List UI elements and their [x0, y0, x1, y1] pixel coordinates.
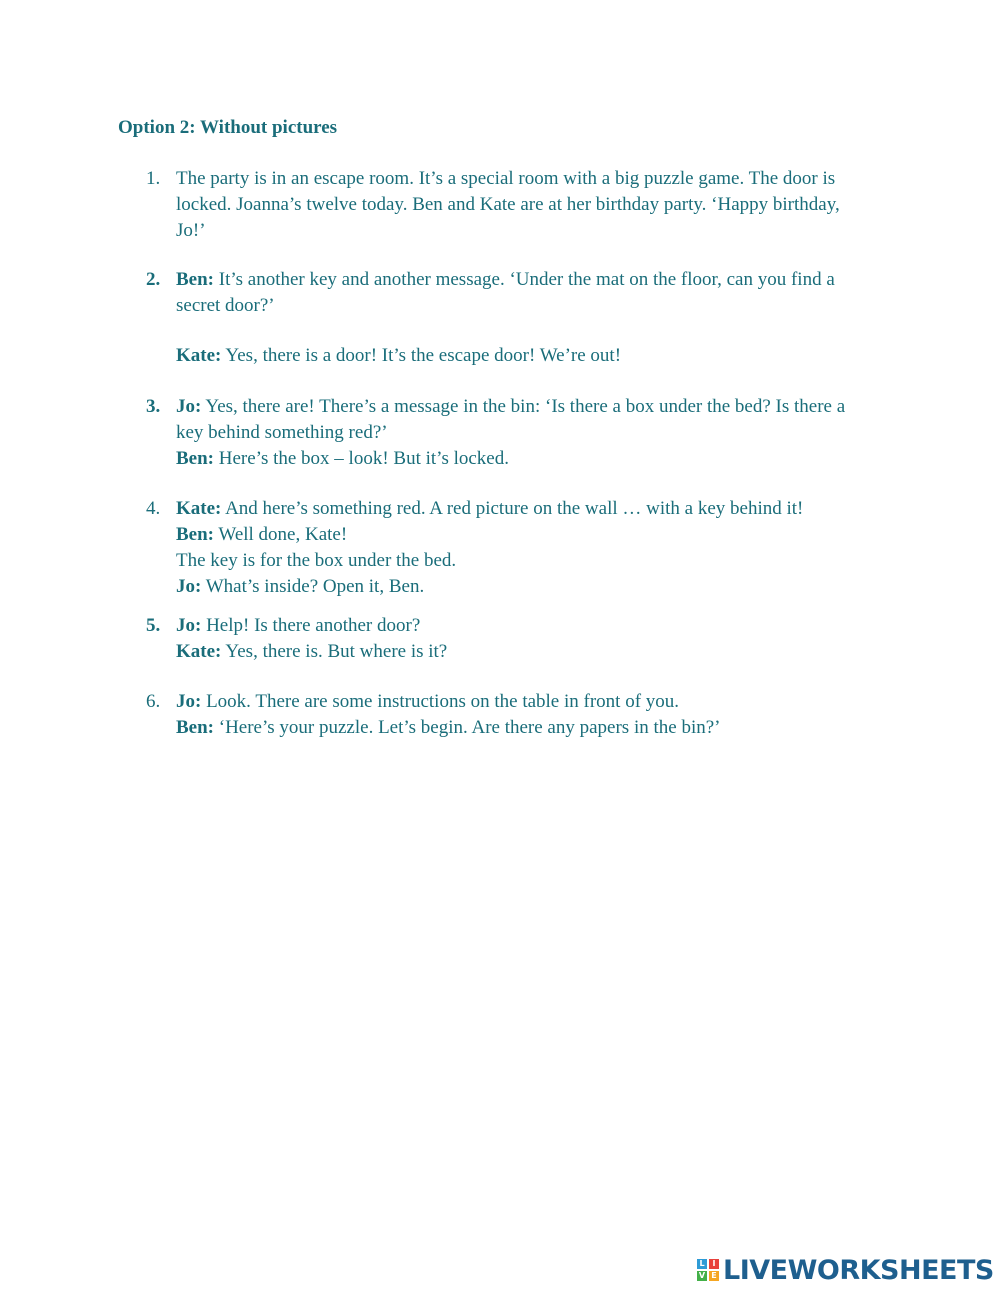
logo-text: LIVEWORKSHEETS — [723, 1254, 994, 1286]
speaker-label: Jo: — [176, 691, 202, 712]
speaker-label: Ben: — [176, 269, 214, 290]
item-line: Jo: What’s inside? Open it, Ben. — [176, 576, 425, 597]
list-item — [146, 689, 876, 741]
item-line: Jo: Look. There are some instructions on the table in front of you. — [176, 691, 680, 712]
speaker-label: Kate: — [176, 345, 222, 366]
item-line: Kate: Yes, there is. But where is it? — [176, 641, 448, 662]
logo-square: L — [697, 1259, 707, 1269]
logo-square: E — [709, 1271, 719, 1281]
item-line: Ben: It’s another key and another message. ‘Under the mat on the floor, can you find a — [176, 269, 835, 290]
speaker-label: Kate: — [176, 641, 222, 662]
item-line: Jo!’ — [176, 220, 206, 241]
list-item — [146, 267, 876, 369]
item-line: Kate: Yes, there is a door! It’s the escape door! We’re out! — [176, 345, 622, 366]
list-item — [146, 496, 876, 600]
speaker-label: Ben: — [176, 448, 214, 469]
section-heading: Option 2: Without pictures — [118, 117, 338, 138]
item-line: Kate: And here’s something red. A red picture on the wall … with a key behind it! — [176, 498, 804, 519]
logo-square: I — [709, 1259, 719, 1269]
item-number: 1. — [146, 168, 161, 189]
list-item — [146, 613, 876, 665]
list-item — [146, 394, 876, 472]
item-line: Ben: Well done, Kate! — [176, 524, 348, 545]
item-line: The key is for the box under the bed. — [176, 550, 457, 571]
speaker-label: Jo: — [176, 615, 202, 636]
item-line: key behind something red?’ — [176, 422, 388, 443]
item-line: secret door?’ — [176, 295, 275, 316]
speaker-label: Jo: — [176, 576, 202, 597]
list-item — [146, 166, 876, 244]
item-line: locked. Joanna’s twelve today. Ben and Kate are at her birthday party. ‘Happy birthday, — [176, 194, 840, 215]
item-number: 6. — [146, 691, 161, 712]
logo-mark-icon — [697, 1259, 719, 1281]
item-number: 5. — [146, 615, 161, 636]
speaker-label: Ben: — [176, 524, 214, 545]
speaker-label: Kate: — [176, 498, 222, 519]
speaker-label: Ben: — [176, 717, 214, 738]
item-line: Jo: Help! Is there another door? — [176, 615, 421, 636]
liveworksheets-logo[interactable] — [697, 1253, 994, 1287]
item-number: 3. — [146, 396, 161, 417]
speaker-label: Jo: — [176, 396, 202, 417]
item-line: The party is in an escape room. It’s a special room with a big puzzle game. The door is — [176, 168, 836, 189]
item-line: Jo: Yes, there are! There’s a message in the bin: ‘Is there a box under the bed? Is there a — [176, 396, 846, 417]
item-line: Ben: Here’s the box – look! But it’s locked. — [176, 448, 509, 469]
item-line: Ben: ‘Here’s your puzzle. Let’s begin. Are there any papers in the bin?’ — [176, 717, 721, 738]
item-number: 2. — [146, 269, 161, 290]
logo-square: V — [698, 1271, 706, 1280]
item-number: 4. — [146, 498, 161, 519]
